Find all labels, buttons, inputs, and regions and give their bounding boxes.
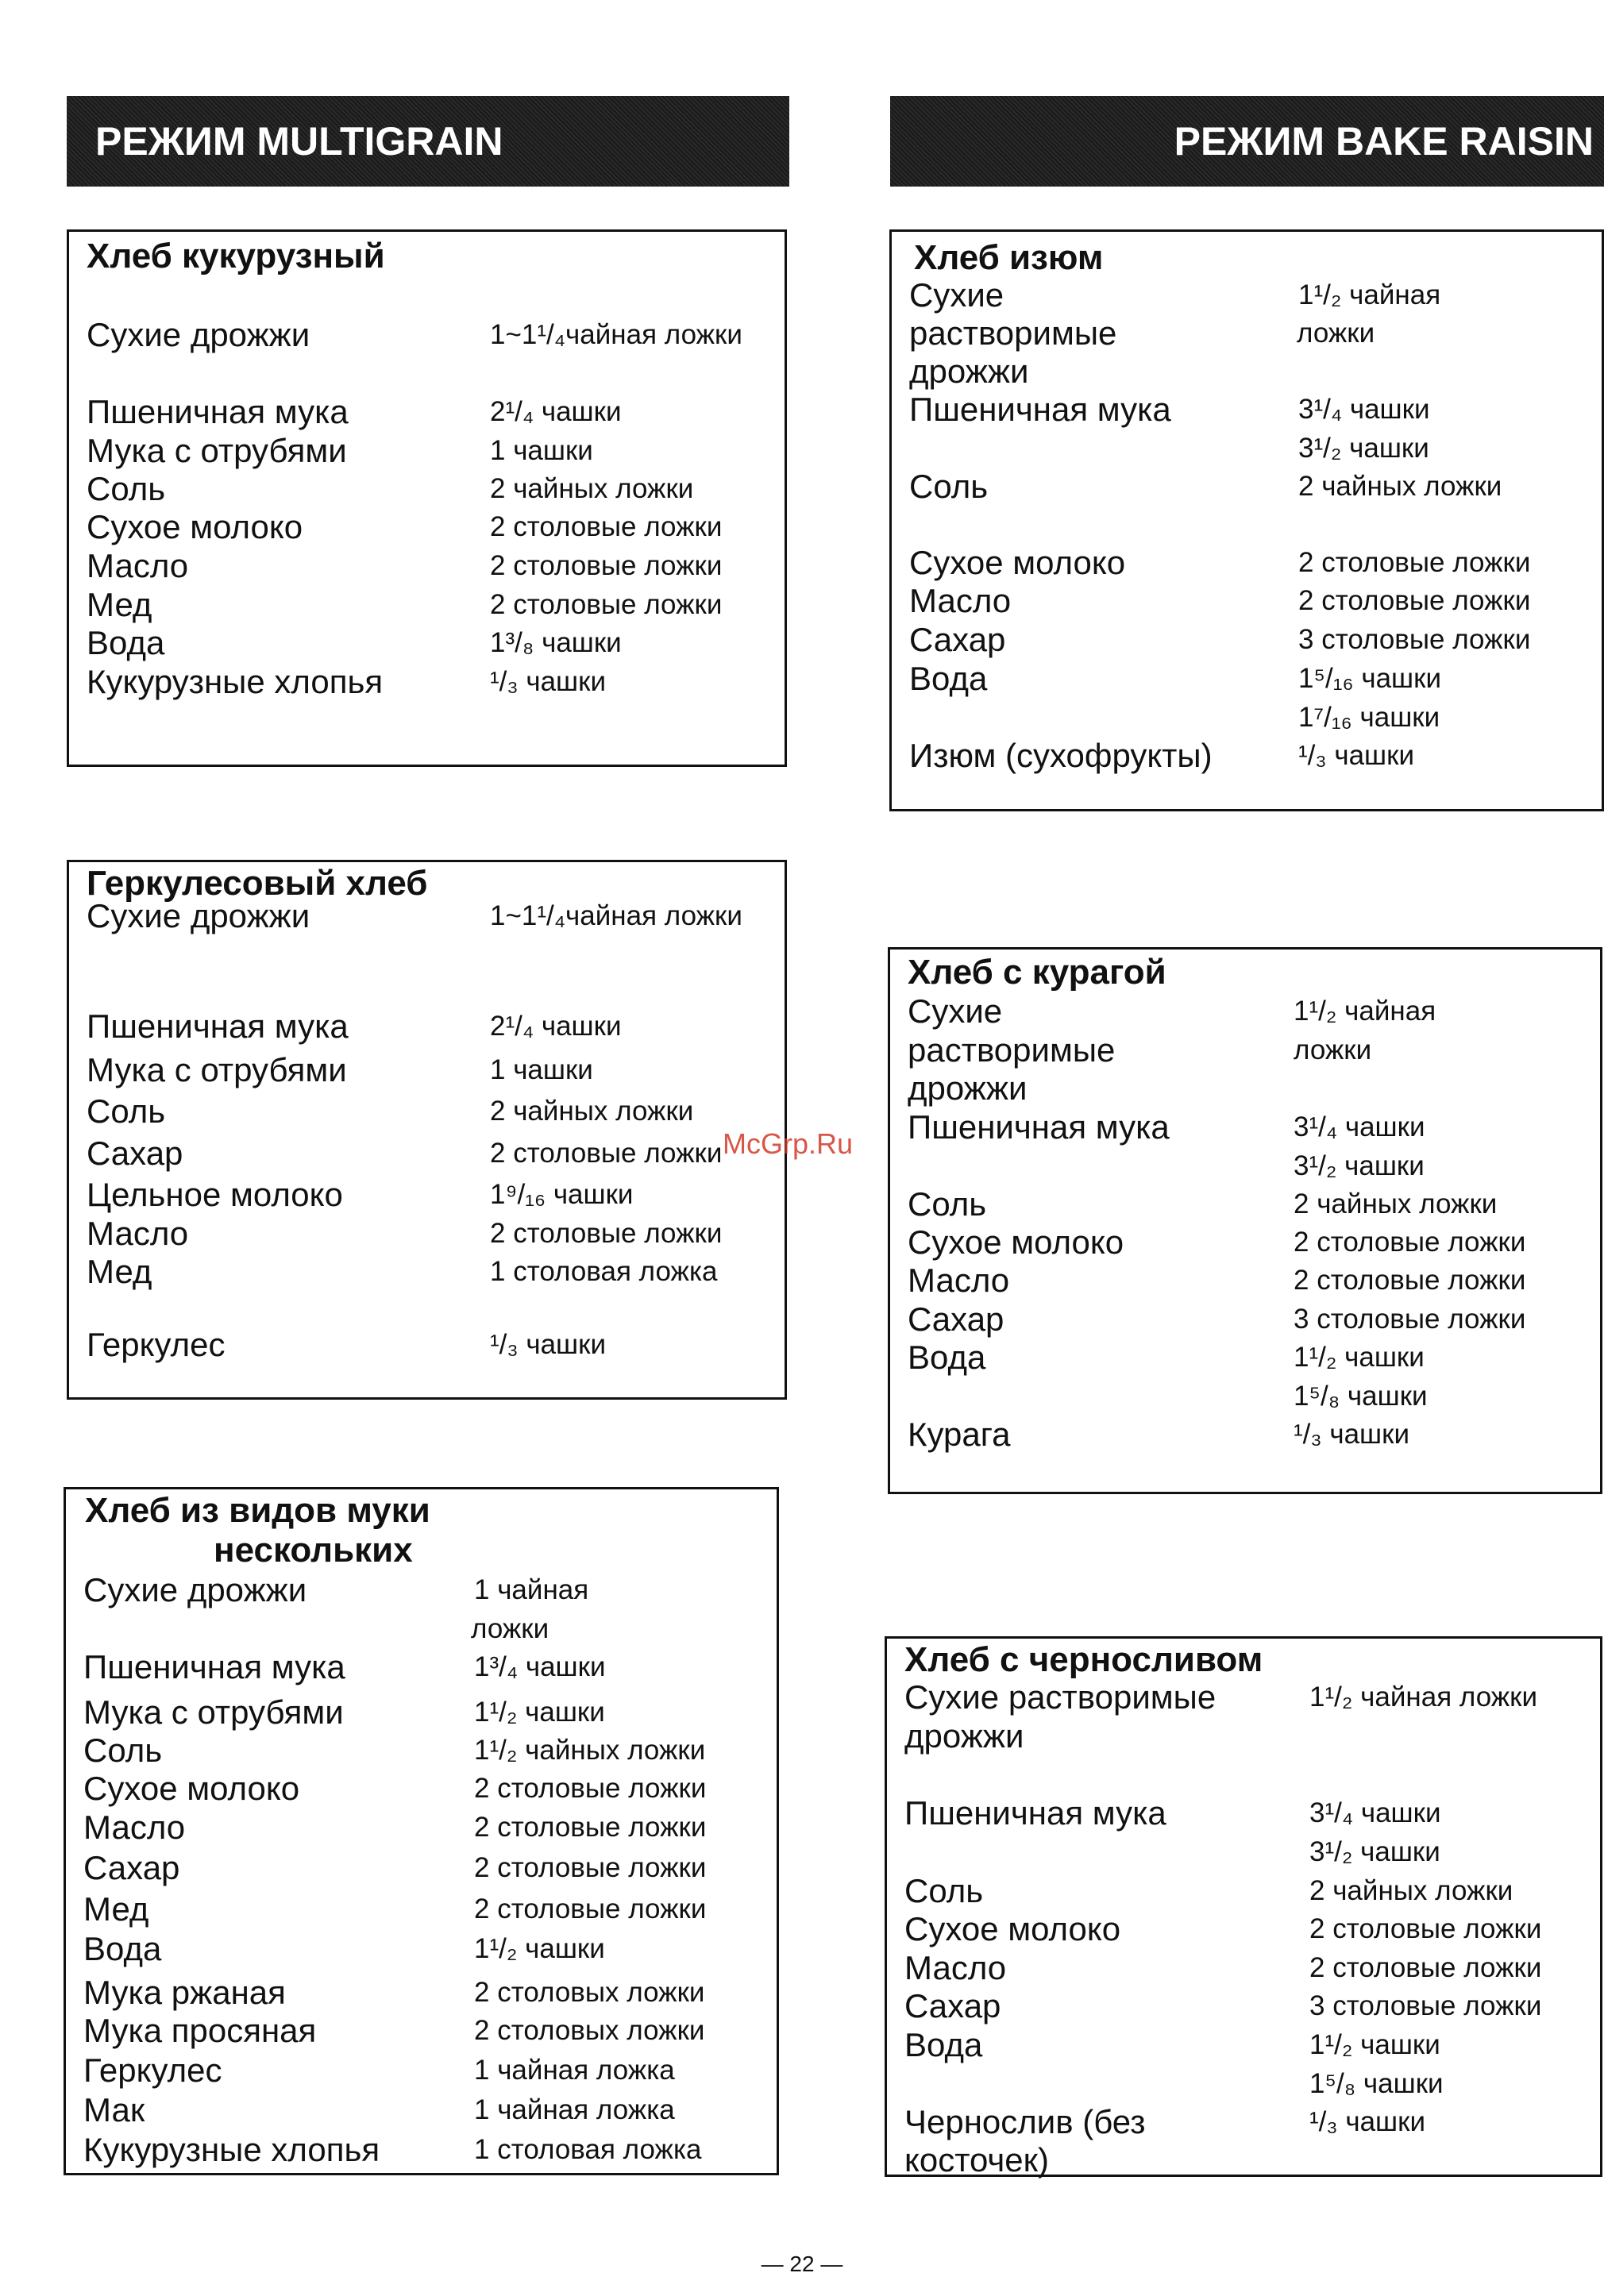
ingredient-row: Кукурузные хлопья ¹/₃ чашки — [87, 663, 606, 700]
ingredient-row: Сухое молоко 2 столовые ложки — [904, 1910, 1542, 1947]
ingredient-row: Сухое молоко 2 столовые ложки — [909, 544, 1531, 581]
recipe-title-line2: нескольких — [214, 1531, 413, 1570]
ingredient-row: Мед 1 столовая ложка — [87, 1253, 718, 1290]
page-number: — 22 — — [761, 2252, 843, 2276]
recipe-oat-bread — [67, 860, 787, 1400]
ingredient-row: Вода 1⁵/₁₆ чашки — [909, 660, 1441, 697]
ingredient-row: Сухое молоко 2 столовые ложки — [83, 1770, 707, 1807]
recipe-multiflour-bread — [64, 1487, 779, 2175]
recipe-title-line1: Хлеб из видов муки — [85, 1491, 430, 1530]
ingredient-row: Сахар 3 столовые ложки — [908, 1300, 1526, 1338]
ingredient-row: Мука с отрубями 1¹/₂ чашки — [83, 1693, 605, 1731]
ingredient-row: Изюм (сухофрукты) ¹/₃ чашки — [909, 737, 1414, 774]
ingredient-row-continued: 3¹/₂ чашки — [1298, 433, 1429, 464]
recipe-title: Хлеб изюм — [914, 238, 1104, 277]
ingredient-row: Соль 1¹/₂ чайных ложки — [83, 1732, 706, 1769]
ingredient-row: Сухие дрожжи 1~1¹/₄чайная ложки — [87, 316, 742, 353]
ingredient-row: Вода 1³/₈ чашки — [87, 624, 622, 661]
ingredient-row-continued: косточек) — [904, 2141, 1050, 2179]
ingredient-row: Соль 2 чайных ложки — [909, 468, 1502, 505]
ingredient-row: Сахар 2 столовые ложки — [87, 1135, 723, 1172]
ingredient-row: Вода 1¹/₂ чашки — [904, 2026, 1440, 2063]
ingredient-row: Кукурузные хлопья 1 столовая ложка — [83, 2131, 702, 2168]
ingredient-row: Цельное молоко 1⁹/₁₆ чашки — [87, 1176, 634, 1213]
ingredient-row: Масло 2 столовые ложки — [909, 582, 1531, 619]
ingredient-row: Мука ржаная 2 столовых ложки — [83, 1974, 705, 2011]
ingredient-row: Сухие 1¹/₂ чайная — [908, 992, 1436, 1030]
ingredient-row: Пшеничная мука 2¹/₄ чашки — [87, 393, 622, 430]
recipe-prune-bread — [885, 1636, 1602, 2177]
recipe-corn-bread — [67, 229, 787, 767]
watermark-text: McGrp.Ru — [723, 1127, 854, 1160]
ingredient-row: Масло 2 столовые ложки — [87, 547, 723, 584]
ingredient-row: Мед 2 столовые ложки — [83, 1890, 707, 1928]
ingredient-row: Сухие дрожжи 1 чайная — [83, 1571, 589, 1608]
ingredient-row-continued: 1⁵/₈ чашки — [1294, 1381, 1428, 1412]
ingredient-row: Масло 2 столовые ложки — [83, 1809, 707, 1846]
ingredient-row: Мука с отрубями 1 чашки — [87, 1051, 593, 1088]
ingredient-row: Сухое молоко 2 столовые ложки — [87, 508, 723, 545]
ingredient-row: Геркулес ¹/₃ чашки — [87, 1326, 606, 1363]
ingredient-row: Вода 1¹/₂ чашки — [83, 1930, 605, 1967]
ingredient-row: Мука просяная 2 столовых ложки — [83, 2012, 705, 2049]
ingredient-row-continued: растворимые ложки — [909, 314, 1375, 352]
ingredient-row-continued: ложки — [471, 1613, 549, 1644]
recipe-title: Хлеб кукурузный — [87, 237, 385, 275]
recipe-title: Геркулесовый хлеб — [87, 864, 428, 903]
ingredient-row: Соль 2 чайных ложки — [908, 1185, 1498, 1223]
ingredient-row: Сухое молоко 2 столовые ложки — [908, 1223, 1526, 1261]
ingredient-row: Чернослив (без ¹/₃ чашки — [904, 2103, 1425, 2140]
ingredient-row: Сухие дрожжи 1~1¹/₄чайная ложки — [87, 897, 742, 934]
ingredient-row: Масло 2 столовые ложки — [904, 1949, 1542, 1986]
ingredient-row: Мед 2 столовые ложки — [87, 586, 723, 623]
ingredient-row: Соль 2 чайных ложки — [904, 1872, 1513, 1909]
ingredient-row-continued: 1⁷/₁₆ чашки — [1298, 702, 1440, 733]
ingredient-row: Мука с отрубями 1 чашки — [87, 432, 593, 469]
ingredient-row-continued: 1⁵/₈ чашки — [1309, 2068, 1444, 2099]
recipe-title: Хлеб с курагой — [908, 953, 1166, 992]
ingredient-row: Масло 2 столовые ложки — [908, 1262, 1526, 1299]
ingredient-row: Сухие 1¹/₂ чайная — [909, 276, 1441, 314]
ingredient-row: Масло 2 столовые ложки — [87, 1215, 723, 1252]
ingredient-row: Сахар 2 столовые ложки — [83, 1849, 707, 1886]
ingredient-row-continued: растворимые ложки — [908, 1031, 1372, 1069]
recipe-raisin-bread — [889, 229, 1604, 811]
header-bake-raisin: РЕЖИМ BAKE RAISIN — [890, 96, 1604, 187]
ingredient-row: Сахар 3 столовые ложки — [904, 1987, 1542, 2024]
ingredient-row-continued: 3¹/₂ чашки — [1309, 1836, 1440, 1867]
ingredient-row-continued: 3¹/₂ чашки — [1294, 1150, 1425, 1181]
ingredient-row: Сахар 3 столовые ложки — [909, 621, 1531, 658]
recipe-title: Хлеб с черносливом — [904, 1640, 1263, 1679]
header-multigrain: РЕЖИМ MULTIGRAIN — [67, 96, 789, 187]
ingredient-row: Пшеничная мука 2¹/₄ чашки — [87, 1007, 622, 1045]
ingredient-row: Геркулес 1 чайная ложка — [83, 2051, 675, 2089]
ingredient-row: Соль 2 чайных ложки — [87, 470, 694, 507]
ingredient-row: Пшеничная мука 3¹/₄ чашки — [909, 391, 1430, 428]
ingredient-row: Пшеничная мука 3¹/₄ чашки — [908, 1108, 1425, 1146]
ingredient-row-continued: дрожжи — [904, 1717, 1024, 1755]
ingredient-row: Вода 1¹/₂ чашки — [908, 1339, 1425, 1376]
ingredient-row-continued: дрожжи — [908, 1069, 1028, 1107]
ingredient-row: Курага ¹/₃ чашки — [908, 1416, 1409, 1453]
ingredient-row: Пшеничная мука 1³/₄ чашки — [83, 1648, 606, 1685]
recipe-apricot-bread — [888, 947, 1602, 1494]
ingredient-row: Пшеничная мука 3¹/₄ чашки — [904, 1794, 1441, 1832]
ingredient-row: Мак 1 чайная ложка — [83, 2091, 675, 2128]
ingredient-row-continued: дрожжи — [909, 352, 1029, 390]
ingredient-row: Сухие растворимые 1¹/₂ чайная ложки — [904, 1678, 1538, 1716]
ingredient-row: Соль 2 чайных ложки — [87, 1092, 694, 1130]
